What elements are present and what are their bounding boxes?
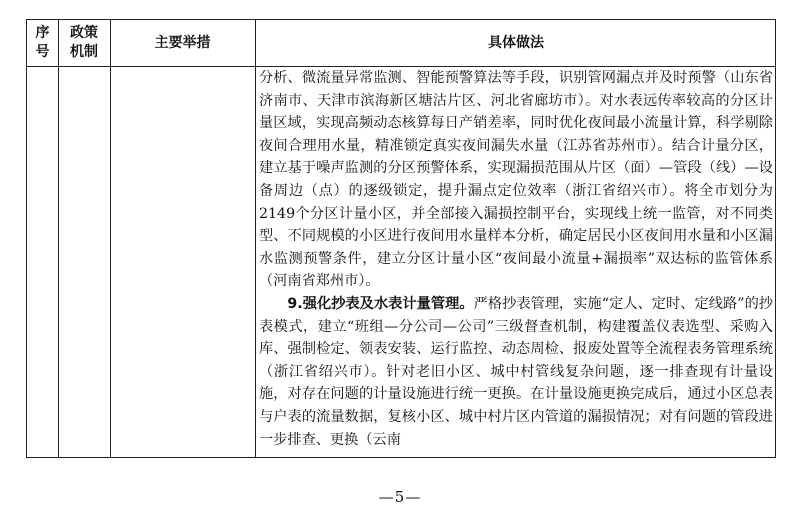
page-number: —5— — [378, 488, 422, 506]
header-policy-line2: 机制 — [70, 44, 98, 60]
header-practices — [255, 20, 777, 66]
header-policy — [58, 20, 110, 66]
header-measures — [110, 20, 255, 66]
practices-table — [26, 19, 776, 458]
header-policy-line1: 政策 — [70, 25, 98, 41]
column-divider-2 — [110, 20, 111, 457]
practices-content-cell — [255, 66, 777, 451]
header-seq-line2: 号 — [35, 44, 50, 60]
header-seq — [27, 20, 58, 66]
practices-paragraph-2 — [259, 293, 773, 451]
column-divider-1 — [58, 20, 59, 457]
header-practices-label: 具体做法 — [488, 34, 544, 51]
practices-paragraph-1: 分析、微流量异常监测、智能预警算法等手段，识别管网漏点并及时预警（山东省济南市、天津市滨海新区塘沽片区、河北省廊坊市）。对水表远传率较高的分区计量区域，实现高频动态核算每日产销差率，同时优化夜间最小流量计算，科学剔除夜间合理用水量，精准锁定真实夜间漏失水量（江苏省苏州市）。结合计量分区，建立基于噪声监测的分区预警体系，实现漏损范围从片区（面）—管段（线）—设备周边（点）的逐级锁定，提升漏点定位效率（浙江省绍兴市）。将全市划分为2149个分区计量小区，并全部接入漏损控制平台，实现线上统一监管，对不同类型、不同规模的小区进行夜间用水量样本分析，确定居民小区夜间用水量和小区漏水监测预警条件，建立分区计量小区“夜间最小流量+漏损率”双达标的监管体系（河南省郑州市）。 — [259, 70, 773, 290]
header-seq-line1: 序 — [35, 25, 50, 41]
practices-paragraph-2-body: 严格抄表管理，实施“定人、定时、定线路”的抄表模式，建立“班组—分公司—公司”三级督查机制，构建覆盖仪表选型、采购入库、强制检定、领表安装、运行监控、动态周检、报废处置等全流程表务管理系统（浙江省绍兴市）。针对老旧小区、城中村管线复杂问题，逐一排查现有计量设施，对存在问题的计量设施进行统一更换。在计量设施更换完成后，通过小区总表与户表的流量数据，复核小区、城中村片区内管道的漏损情况；对有问题的管段进一步排查、更换（云南 — [259, 295, 773, 448]
header-measures-label: 主要举措 — [154, 34, 211, 51]
practices-paragraph-2-heading: 9.强化抄表及水表计量管理。 — [287, 295, 474, 312]
